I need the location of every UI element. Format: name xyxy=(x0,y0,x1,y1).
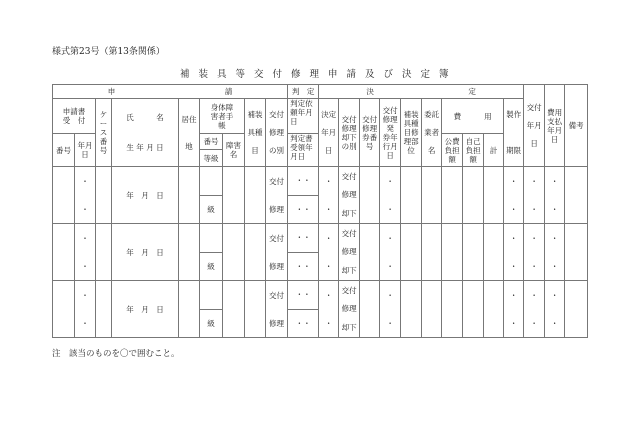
option-repair[interactable]: 修理 xyxy=(269,204,285,214)
dot: ・ xyxy=(550,233,559,243)
dot: ・ xyxy=(550,290,559,300)
header-judgment-request: 判定依 頼年月 日 xyxy=(288,99,319,134)
header-public-cost: 公費 負担 額 xyxy=(442,134,463,167)
header-receipt: 申請書 受 付 xyxy=(53,99,96,134)
header-receipt-date: 年月 日 xyxy=(75,134,96,167)
remarks-cell[interactable] xyxy=(565,281,588,338)
receipt-date-cell[interactable] xyxy=(75,224,96,281)
receipt-date-cell[interactable] xyxy=(75,167,96,224)
public-cost-cell[interactable] xyxy=(442,281,463,338)
case-no-cell[interactable] xyxy=(96,281,112,338)
delivery-date-cell[interactable] xyxy=(524,281,545,338)
handbook-no-cell[interactable] xyxy=(200,281,223,310)
judgment-received-cell[interactable]: ・・ xyxy=(288,309,319,338)
dot: ・ xyxy=(324,290,333,300)
label: 用 xyxy=(484,111,492,121)
payment-date-cell[interactable] xyxy=(545,167,565,224)
option-repair[interactable]: 修理 xyxy=(341,247,357,257)
dot: ・ xyxy=(509,204,518,214)
option-repair[interactable]: 修理 xyxy=(341,190,357,200)
receipt-no-cell[interactable] xyxy=(53,224,75,281)
voucher-date-cell[interactable] xyxy=(380,281,401,338)
decision-date-cell[interactable] xyxy=(319,224,339,281)
dot: ・ xyxy=(81,290,89,300)
judgment-received-cell[interactable]: ・・ xyxy=(288,195,319,224)
option-issue[interactable]: 交付 xyxy=(341,228,357,238)
option-issue[interactable]: 交付 xyxy=(269,290,285,300)
table-row xyxy=(53,281,588,310)
receipt-date-cell[interactable] xyxy=(75,281,96,338)
deadline-cell[interactable] xyxy=(504,167,524,224)
label: 氏 名 xyxy=(126,113,164,122)
dot: ・ xyxy=(530,233,538,243)
option-issue[interactable]: 交付 xyxy=(269,233,285,243)
birth-date-label: 年 月 日 xyxy=(126,190,164,200)
contractor-cell[interactable] xyxy=(422,167,442,224)
option-reject[interactable]: 却下 xyxy=(341,266,357,276)
grade-label: 級 xyxy=(207,204,215,214)
header-decision-date: 決定 年月 日 xyxy=(319,99,339,167)
handbook-no-cell[interactable] xyxy=(200,224,223,253)
self-cost-cell[interactable] xyxy=(463,167,484,224)
register-table xyxy=(52,84,588,338)
device-type-cell[interactable] xyxy=(245,167,266,224)
residence-cell[interactable] xyxy=(179,281,200,338)
device-type-cell[interactable] xyxy=(245,281,266,338)
dot: ・ xyxy=(324,204,333,214)
dot: ・ xyxy=(81,176,89,186)
self-cost-cell[interactable] xyxy=(463,224,484,281)
issue-repair-cell[interactable] xyxy=(266,167,288,224)
dot: ・ xyxy=(81,204,89,214)
header-residence: 居住 地 xyxy=(179,99,200,167)
dot: ・ xyxy=(509,233,518,243)
label: 定 xyxy=(306,87,315,96)
label: 請 xyxy=(224,87,233,96)
header-judgment xyxy=(288,85,319,99)
dot: ・ xyxy=(550,204,559,214)
name-birth-cell[interactable] xyxy=(112,224,179,281)
header-self-cost: 自己 負担 額 xyxy=(463,134,484,167)
contractor-cell[interactable] xyxy=(422,224,442,281)
case-no-cell[interactable] xyxy=(96,167,112,224)
total-cell[interactable] xyxy=(484,281,504,338)
handbook-no-cell[interactable] xyxy=(200,167,223,196)
remarks-cell[interactable] xyxy=(565,167,588,224)
table-row xyxy=(53,167,588,196)
dot: ・ xyxy=(530,318,538,328)
grade-label: 級 xyxy=(207,318,215,328)
birth-date-label: 年 月 日 xyxy=(126,247,164,257)
dot: ・ xyxy=(386,261,394,271)
page-title: 補装具等交付修理申請及び決定簿 xyxy=(180,69,458,80)
dot: ・ xyxy=(386,318,394,328)
disability-cell[interactable] xyxy=(223,167,245,224)
dot: ・ xyxy=(530,261,538,271)
deadline-cell[interactable] xyxy=(504,281,524,338)
header-delivery-date: 交付 年月 日 xyxy=(524,85,545,167)
dot: ・ xyxy=(509,318,518,328)
birth-date-label: 年 月 日 xyxy=(126,304,164,314)
header-contractor: 委託 業者 名 xyxy=(422,99,442,167)
contractor-cell[interactable] xyxy=(422,281,442,338)
payment-date-cell[interactable] xyxy=(545,224,565,281)
dot: ・ xyxy=(530,176,538,186)
delivery-date-cell[interactable] xyxy=(524,224,545,281)
dot: ・ xyxy=(509,261,518,271)
label: 定 xyxy=(468,87,476,96)
label: 決 xyxy=(366,87,374,96)
header-case-no: ケ ー ス 番 号 xyxy=(96,99,112,167)
header-issue-repair: 交付 修理 の別 xyxy=(266,99,288,167)
receipt-no-cell[interactable] xyxy=(53,281,75,338)
label: 判 xyxy=(291,87,300,96)
decision-date-cell[interactable] xyxy=(319,167,339,224)
header-device-part: 補装 具種 目修 理部 位 xyxy=(401,99,422,167)
option-reject[interactable]: 却下 xyxy=(341,209,357,219)
header-voucher-no: 交付 修理 券番 号 xyxy=(360,99,380,167)
judgment-request-cell[interactable]: ・・ xyxy=(288,281,319,310)
header-device-type: 補装 具種 目 xyxy=(245,99,266,167)
self-cost-cell[interactable] xyxy=(463,281,484,338)
public-cost-cell[interactable] xyxy=(442,224,463,281)
label: 費 xyxy=(453,111,462,121)
dot: ・ xyxy=(550,318,559,328)
issue-reject-cell[interactable] xyxy=(339,167,360,224)
option-repair[interactable]: 修理 xyxy=(269,261,285,271)
issue-repair-cell[interactable] xyxy=(266,281,288,338)
voucher-no-cell[interactable] xyxy=(360,281,380,338)
dot: ・ xyxy=(550,176,559,186)
header-cost xyxy=(442,99,504,134)
dot: ・ xyxy=(81,261,89,271)
header-total: 計 xyxy=(484,134,504,167)
dot: ・ xyxy=(386,290,394,300)
option-issue[interactable]: 交付 xyxy=(341,171,357,181)
disability-cell[interactable] xyxy=(223,224,245,281)
header-name-birth xyxy=(112,99,179,167)
header-judgment-received: 判定書 受領年 月日 xyxy=(288,134,319,167)
dot: ・ xyxy=(530,290,538,300)
case-no-cell[interactable] xyxy=(96,224,112,281)
table-row xyxy=(53,224,588,253)
footnote: 注 該当のものを〇で囲むこと。 xyxy=(52,349,180,359)
issue-reject-cell[interactable] xyxy=(339,224,360,281)
voucher-date-cell[interactable] xyxy=(380,167,401,224)
public-cost-cell[interactable] xyxy=(442,167,463,224)
payment-date-cell[interactable] xyxy=(545,281,565,338)
device-type-cell[interactable] xyxy=(245,224,266,281)
issue-repair-cell[interactable] xyxy=(266,224,288,281)
header-remarks: 備考 xyxy=(565,85,588,167)
judgment-received-cell[interactable]: ・・ xyxy=(288,252,319,281)
header-handbook-no: 番号 xyxy=(200,134,223,150)
header-disability: 障害 名 xyxy=(223,134,245,167)
header-decision xyxy=(319,85,524,99)
residence-cell[interactable] xyxy=(179,167,200,224)
device-part-cell[interactable] xyxy=(401,167,422,224)
dot: ・ xyxy=(324,261,333,271)
header-receipt-no: 番号 xyxy=(53,134,75,167)
header-deadline: 製作 期限 xyxy=(504,99,524,167)
total-cell[interactable] xyxy=(484,224,504,281)
grade-cell[interactable] xyxy=(200,195,223,224)
name-birth-cell[interactable] xyxy=(112,167,179,224)
dot: ・ xyxy=(81,318,89,328)
header-grade: 等級 xyxy=(200,150,223,167)
grade-cell[interactable] xyxy=(200,309,223,338)
label: 申 xyxy=(107,87,116,96)
grade-cell[interactable] xyxy=(200,252,223,281)
dot: ・ xyxy=(509,290,518,300)
dot: ・ xyxy=(386,204,394,214)
disability-cell[interactable] xyxy=(223,281,245,338)
dot: ・ xyxy=(550,261,559,271)
header-application xyxy=(53,85,288,99)
issue-reject-cell[interactable] xyxy=(339,281,360,338)
deadline-cell[interactable] xyxy=(504,224,524,281)
total-cell[interactable] xyxy=(484,167,504,224)
voucher-no-cell[interactable] xyxy=(360,224,380,281)
remarks-cell[interactable] xyxy=(565,224,588,281)
delivery-date-cell[interactable] xyxy=(524,167,545,224)
judgment-request-cell[interactable]: ・・ xyxy=(288,167,319,196)
name-birth-cell[interactable] xyxy=(112,281,179,338)
header-handbook: 身体障 害者手 帳 xyxy=(200,99,245,134)
option-issue[interactable]: 交付 xyxy=(341,285,357,295)
label: 生 年 月 日 xyxy=(126,143,164,152)
header-issue-reject: 交付 修理 却下 の別 xyxy=(339,99,360,167)
option-repair[interactable]: 修理 xyxy=(341,304,357,314)
dot: ・ xyxy=(386,233,394,243)
residence-cell[interactable] xyxy=(179,224,200,281)
dot: ・ xyxy=(81,233,89,243)
option-repair[interactable]: 修理 xyxy=(269,318,285,328)
judgment-request-cell[interactable]: ・・ xyxy=(288,224,319,253)
receipt-no-cell[interactable] xyxy=(53,167,75,224)
dot: ・ xyxy=(530,204,538,214)
device-part-cell[interactable] xyxy=(401,281,422,338)
dot: ・ xyxy=(386,176,394,186)
dot: ・ xyxy=(324,318,333,328)
device-part-cell[interactable] xyxy=(401,224,422,281)
option-issue[interactable]: 交付 xyxy=(269,176,285,186)
dot: ・ xyxy=(324,176,333,186)
decision-date-cell[interactable] xyxy=(319,281,339,338)
dot: ・ xyxy=(324,233,333,243)
grade-label: 級 xyxy=(207,261,215,271)
voucher-date-cell[interactable] xyxy=(380,224,401,281)
header-payment-date: 費用 支払 年月 日 xyxy=(545,85,565,167)
form-number: 様式第23号（第13条関係） xyxy=(52,47,165,57)
option-reject[interactable]: 却下 xyxy=(341,323,357,333)
dot: ・ xyxy=(509,176,518,186)
header-voucher-date: 交付 修理発 券年 行月日 xyxy=(380,99,401,167)
voucher-no-cell[interactable] xyxy=(360,167,380,224)
